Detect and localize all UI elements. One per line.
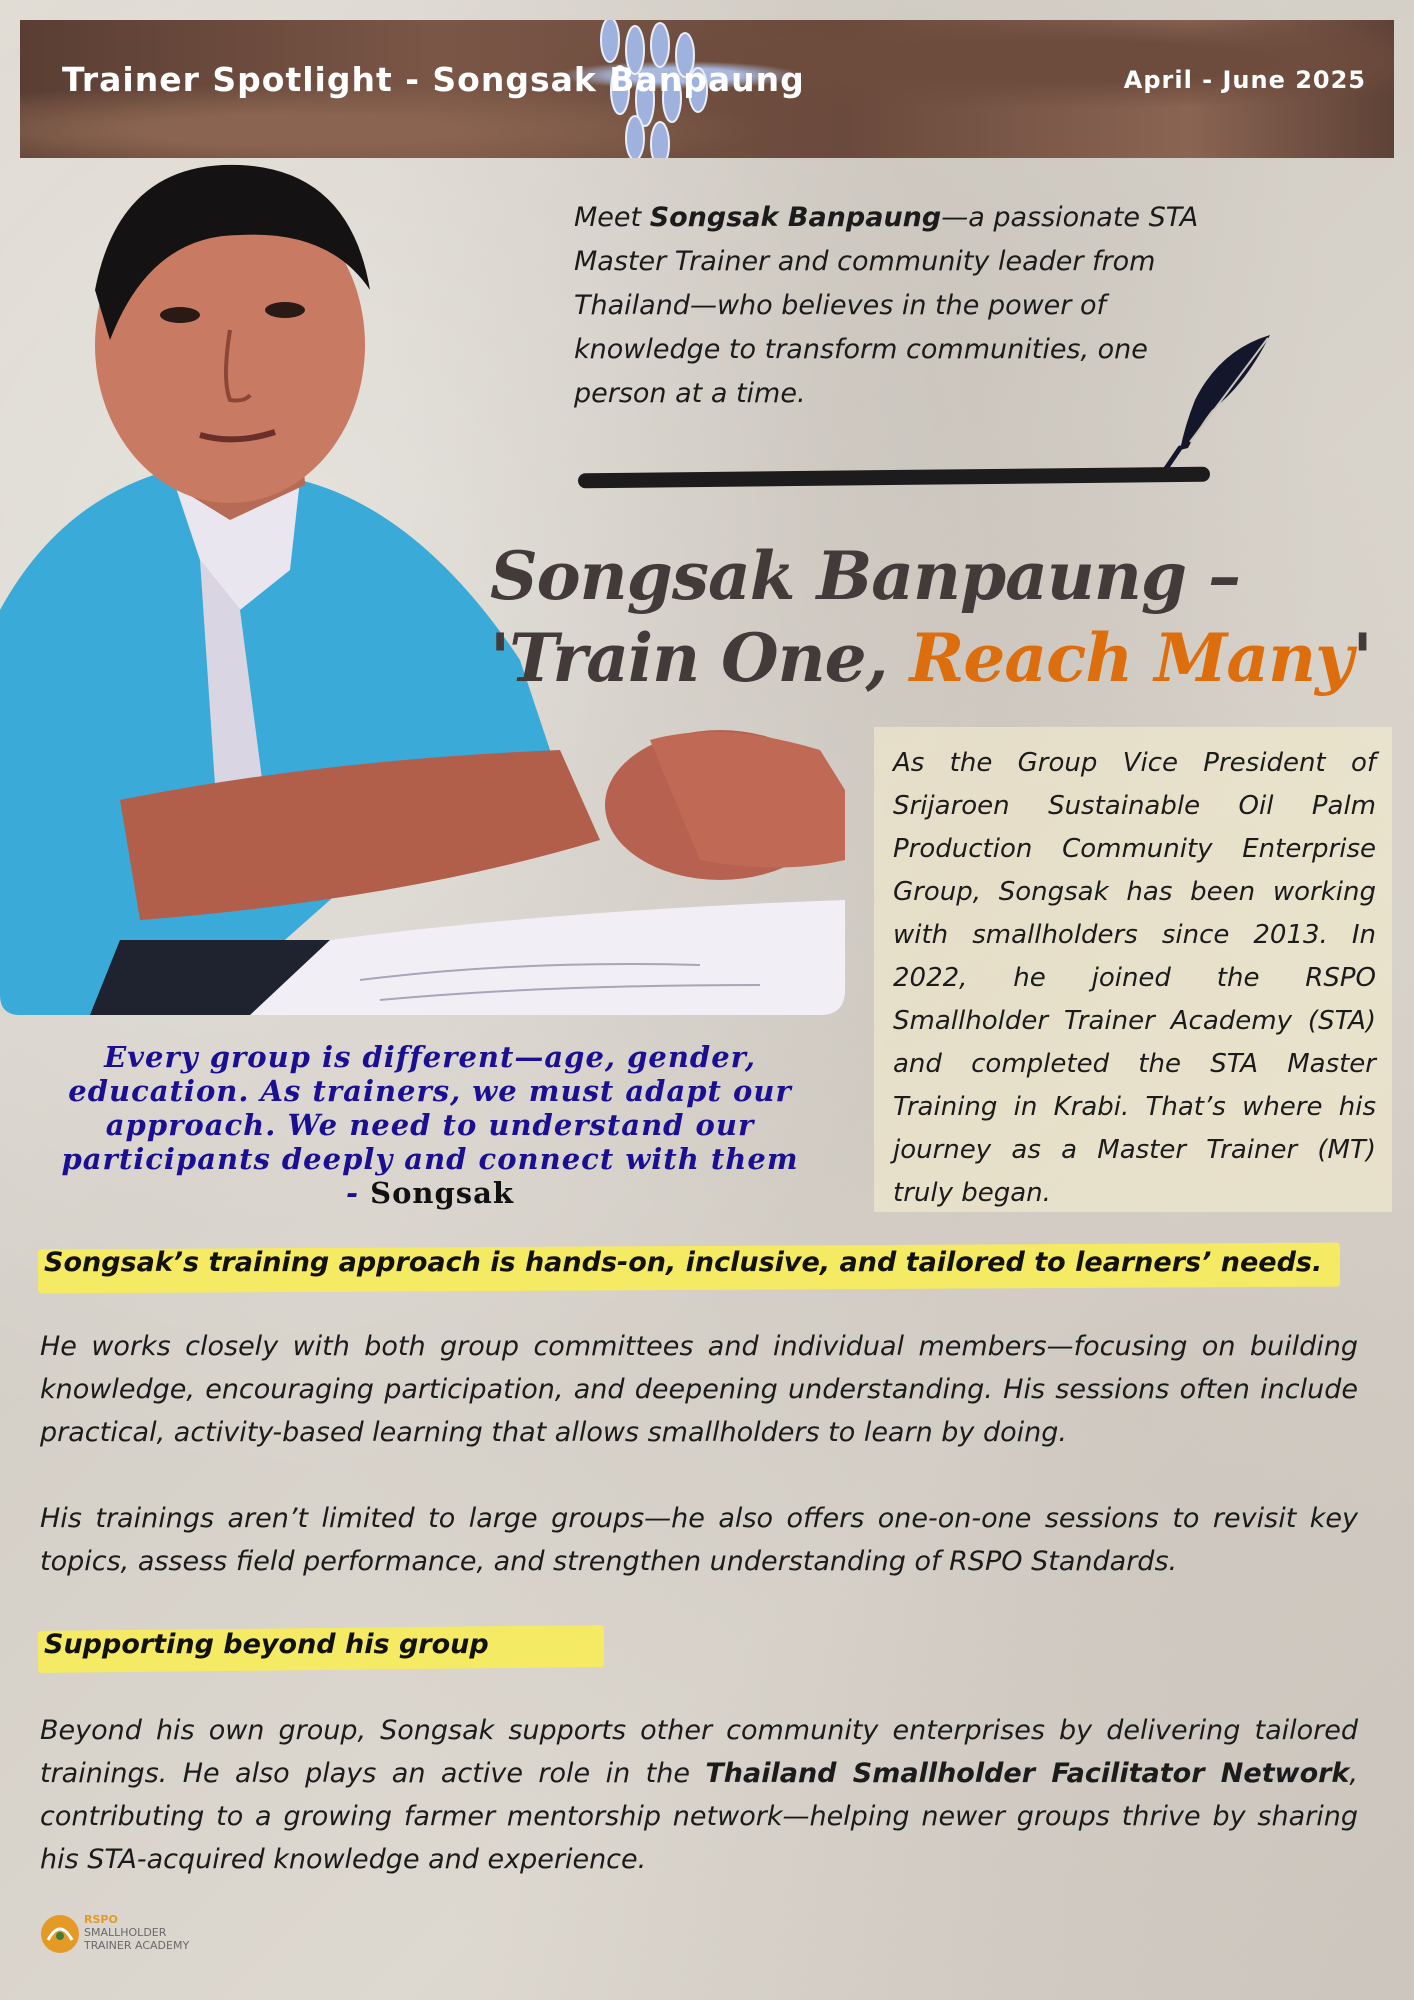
section2-text-a: Beyond his own group, Songsak supports other community enterprises by delivering tailored trainings. He also plays an active role in the [40,1715,1358,1789]
logo-line-academy: TRAINER ACADEMY [84,1939,190,1952]
intro-rest: —a passionate STA Master Trainer and community leader from Thailand—who believes in the power of knowledge to transform communities, one person at a time. [574,202,1199,409]
intro-text [574,196,1214,416]
logo-line-smallholder: SMALLHOLDER [84,1926,167,1939]
headline-line2-end: ' [1352,619,1372,697]
header-banner [20,20,1394,158]
headline [490,535,1390,699]
logo-line-rspo: RSPO [84,1913,118,1926]
intro-prefix: Meet [574,202,650,233]
intro-name: Songsak Banpaung [649,202,942,233]
quote-author: Songsak [370,1176,514,1210]
section2-paragraph [40,1709,1358,1881]
headline-line2 [490,617,1390,699]
quill-pen-icon [1150,330,1280,470]
headline-line2-start: 'Train One, [490,619,910,697]
section2-highlight: Supporting beyond his group [44,1629,489,1660]
section1-highlight: Songsak’s training approach is hands-on, inclusive, and tailored to learners’ needs. [44,1247,1323,1278]
headline-accent: Reach Many [909,619,1353,697]
headline-line1: Songsak Banpaung – [490,537,1240,615]
section2-text-b: , contributing to a growing farmer mentorship network—helping newer groups thrive by sharing his STA-acquired knowledge and experience. [40,1758,1358,1875]
pull-quote [60,1040,800,1210]
quote-text: Every group is different—age, gender, education. As trainers, we must adapt our approach. We need to understand our participants deeply and connect with them - [61,1040,799,1210]
footer-logo-text [84,1913,189,1952]
section1-paragraph1: He works closely with both group committees and individual members—focusing on building knowledge, encouraging participation, and deepening understanding. His sessions often include practical, activity-based learning that allows smallholders to learn by doing. [40,1331,1358,1448]
section1-paragraph2: His trainings aren’t limited to large groups—he also offers one-on-one sessions to revisit key topics, assess field performance, and strengthen understanding of RSPO Standards. [40,1503,1358,1577]
banner-title: Trainer Spotlight - Songsak Banpaung [62,60,805,99]
bio-text: As the Group Vice President of Srijaroen Sustainable Oil Palm Production Community Enterprise Group, Songsak has been working with smallholders since 2013. In 2022, he joined the RSPO Smallholder Trainer Academy (STA) and completed the STA Master Training in Krabi. That’s where his journey as a Master Trainer (MT) truly began. [893,748,1376,1208]
banner-date: April - June 2025 [1123,66,1366,94]
section2-network-name: Thailand Smallholder Facilitator Network [705,1758,1350,1789]
